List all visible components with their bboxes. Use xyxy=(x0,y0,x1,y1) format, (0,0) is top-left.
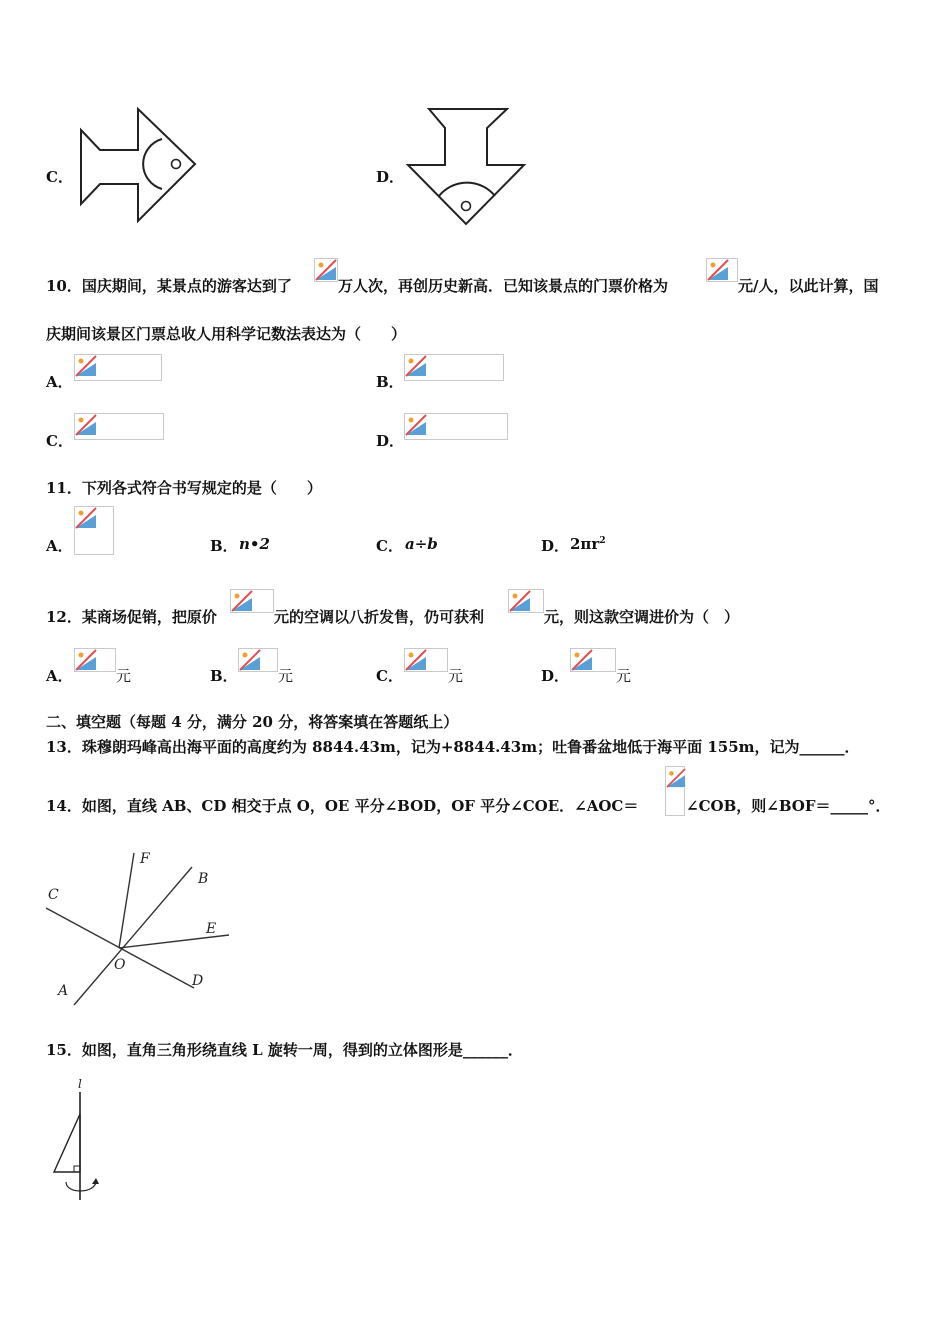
q9-option-d-label: D． xyxy=(376,168,405,186)
label-f: F xyxy=(140,851,150,867)
q12-option-a-image xyxy=(74,648,116,672)
q11-option-b-expression: n•2 xyxy=(239,535,270,553)
q11-option-a-label: A． xyxy=(46,537,73,555)
q10-line1-part2: 万人次，再创历史新高．已知该景点的门票价格为 xyxy=(338,277,669,295)
q12-option-b-unit: 元 xyxy=(278,667,294,685)
q10-option-c-image xyxy=(74,413,164,440)
q12-option-c-label: C． xyxy=(376,667,403,685)
q9-option-c-figure xyxy=(78,106,200,226)
q10-option-b-image xyxy=(404,354,504,381)
q12-option-c-image xyxy=(404,648,448,672)
q13-text: 13．珠穆朗玛峰高出海平面的高度约为 8844.43m，记为+8844.43m；吐鲁番盆地低于海平面 155m，记为______． xyxy=(46,738,860,756)
q10-line1-part1: 10．国庆期间，某景点的游客达到了 xyxy=(46,277,292,295)
broken-image-icon xyxy=(231,590,253,612)
q12-option-c-unit: 元 xyxy=(448,667,464,685)
broken-image-icon xyxy=(571,649,593,671)
q14-stem-part2: ∠COB，则∠BOF＝_____°． xyxy=(686,797,891,815)
q10-line1-part3: 元/人，以此计算，国 xyxy=(738,277,879,295)
q10-image-placeholder-2 xyxy=(706,258,738,282)
q12-option-b-image xyxy=(238,648,278,672)
broken-image-icon xyxy=(405,355,427,377)
broken-image-icon xyxy=(239,649,261,671)
arrow-shape xyxy=(408,109,524,224)
line-ab xyxy=(74,867,192,1005)
circle xyxy=(172,160,181,169)
q10-option-d-label: D． xyxy=(376,432,405,450)
label-b: B xyxy=(198,871,209,887)
q11-option-d-superscript: 2 xyxy=(599,536,606,546)
q10-option-c-label: C． xyxy=(46,432,73,450)
q12-option-b-label: B． xyxy=(210,667,238,685)
q11-option-c-label: C． xyxy=(376,537,403,555)
broken-image-icon xyxy=(509,590,531,612)
q12-option-a-label: A． xyxy=(46,667,73,685)
broken-image-icon xyxy=(405,649,427,671)
circle xyxy=(462,202,471,211)
q14-fraction-image xyxy=(665,766,685,816)
label-o: O xyxy=(114,957,126,973)
q12-stem-part3: 元，则这款空调进价为（ ） xyxy=(544,608,740,626)
q14-figure xyxy=(44,845,234,1015)
q12-image-placeholder-1 xyxy=(230,589,274,613)
right-angle-mark xyxy=(74,1166,80,1172)
q15-figure xyxy=(46,1078,110,1202)
q11-stem: 11．下列各式符合书写规定的是（ ） xyxy=(46,479,322,497)
q10-image-placeholder-1 xyxy=(314,258,338,282)
q10-option-a-image xyxy=(74,354,162,381)
q10-option-b-label: B． xyxy=(376,373,404,391)
q12-image-placeholder-2 xyxy=(508,589,544,613)
broken-image-icon xyxy=(75,649,97,671)
q12-option-a-unit: 元 xyxy=(116,667,132,685)
right-triangle xyxy=(54,1114,80,1172)
broken-image-icon xyxy=(666,767,686,789)
q11-option-a-image xyxy=(74,506,114,555)
q9-option-c-label: C． xyxy=(46,168,73,186)
q15-stem: 15．如图，直角三角形绕直线 L 旋转一周，得到的立体图形是______． xyxy=(46,1041,523,1059)
q14-stem-part1: 14．如图，直线 AB、CD 相交于点 O，OE 平分∠BOD，OF 平分∠COE．∠AOC＝ xyxy=(46,797,639,815)
q12-option-d-unit: 元 xyxy=(616,667,632,685)
rotation-arrow xyxy=(66,1182,96,1191)
broken-image-icon xyxy=(75,507,97,529)
label-d: D xyxy=(192,973,204,989)
q10-option-a-label: A． xyxy=(46,373,73,391)
arc xyxy=(143,139,162,189)
broken-image-icon xyxy=(707,259,729,281)
label-a: A xyxy=(58,983,69,999)
q10-option-d-image xyxy=(404,413,508,440)
section-2-title: 二、填空题（每题 4 分，满分 20 分，将答案填在答题纸上） xyxy=(46,713,459,731)
q12-stem-part2: 元的空调以八折发售，仍可获利 xyxy=(274,608,485,626)
arc xyxy=(439,183,495,196)
rotation-arrowhead-icon xyxy=(92,1178,99,1184)
q12-stem-part1: 12．某商场促销，把原价 xyxy=(46,608,217,626)
broken-image-icon xyxy=(315,259,337,281)
arrow-shape xyxy=(81,109,195,221)
broken-image-icon xyxy=(75,355,97,377)
broken-image-icon xyxy=(75,414,97,436)
q11-option-d-expression xyxy=(570,535,606,553)
q9-option-d-figure xyxy=(404,106,528,228)
q12-option-d-label: D． xyxy=(541,667,570,685)
broken-image-icon xyxy=(405,414,427,436)
label-e: E xyxy=(206,921,217,937)
q10-line2: 庆期间该景区门票总收人用科学记数法表达为（ ） xyxy=(46,325,407,343)
label-c: C xyxy=(48,887,59,903)
q12-option-d-image xyxy=(570,648,616,672)
label-l: l xyxy=(78,1078,82,1091)
q11-option-d-label: D． xyxy=(541,537,570,555)
q11-option-c-expression: a÷b xyxy=(405,535,438,553)
ray-of xyxy=(119,853,134,948)
q11-option-b-label: B． xyxy=(210,537,238,555)
q11-option-d-expression-text: 2πr xyxy=(570,535,600,553)
